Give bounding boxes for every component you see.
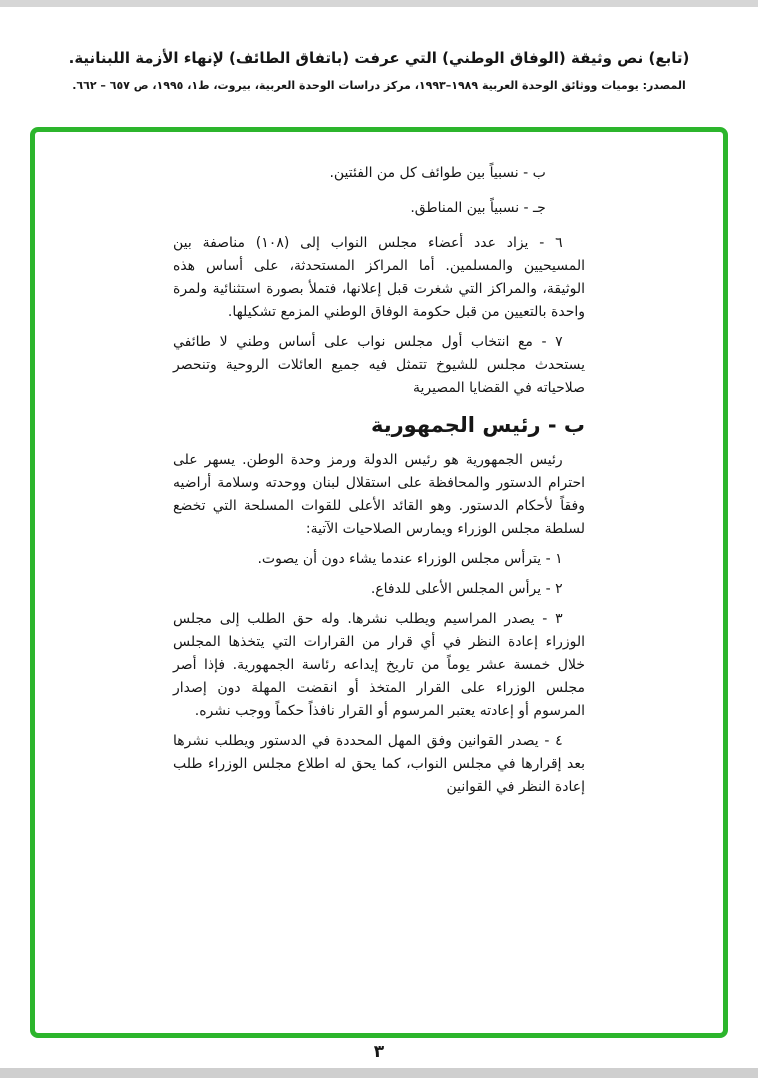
document-header	[0, 48, 758, 93]
list-item-j: جـ - نسبياً بين المناطق.	[410, 200, 546, 216]
clause-6: ٦ - يزاد عدد أعضاء مجلس النواب إلى (١٠٨) مناصفة بين المسيحيين والمسلمين. أما المراكز المستحدثة، على أساس هذه الوثيقة، والمراكز التي شغرت قبل إعلانها، فتملأ بصورة استثنائية ولمرة واحدة بالتعيين من قبل حكومة الوفاق الوطني المزمع تشكيلها.	[173, 235, 585, 320]
scan-edge-top	[0, 0, 758, 7]
president-point-2: ٢ - يرأس المجلس الأعلى للدفاع.	[370, 581, 563, 597]
clause-7: ٧ - مع انتخاب أول مجلس نواب على أساس وطني لا طائفي يستحدث مجلس للشيوخ تتمثل فيه جميع العائلات الروحية وتنحصر صلاحياته في القضايا المصيرية	[173, 334, 585, 396]
president-point-3: ٣ - يصدر المراسيم ويطلب نشرها. وله حق الطلب إلى مجلس الوزراء إعادة النظر في أي قرار من القرارات التي يتخذها المجلس خلال خمسة عشر يوماً من تاريخ إيداعه رئاسة الجمهورية. فإذا أصر مجلس الوزراء على القرار المتخذ أو انقضت المهلة دون إصدار المرسوم أو إعادته يعتبر المرسوم أو القرار نافذاً حكماً ووجب نشره.	[173, 611, 585, 719]
document-source-line: المصدر: يوميات ووثائق الوحدة العربية ١٩٨٩–١٩٩٣، مركز دراسات الوحدة العربية، بيروت، ط١، ١٩٩٥، ص ٦٥٧ – ٦٦٢.	[72, 79, 686, 92]
president-point-4: ٤ - يصدر القوانين وفق المهل المحددة في الدستور ويطلب نشرها بعد إقرارها في مجلس النواب، كما يحق له اطلاع مجلس الوزراء طلب إعادة النظر في القوانين	[173, 733, 585, 795]
president-point-1: ١ - يترأس مجلس الوزراء عندما يشاء دون أن يصوت.	[257, 551, 563, 567]
section-heading-president: ب - رئيس الجمهورية	[370, 413, 585, 437]
list-item-b: ب - نسبياً بين طوائف كل من الفئتين.	[329, 165, 546, 181]
president-intro: رئيس الجمهورية هو رئيس الدولة ورمز وحدة الوطن. يسهر على احترام الدستور والمحافظة على استقلال لبنان ووحدته وسلامة أراضيه وفقاً لأحكام الدستور. وهو القائد الأعلى للقوات المسلحة التي تخضع لسلطة مجلس الوزراء ويمارس الصلاحيات الآتية:	[173, 452, 585, 537]
document-title: (تابع) نص وثيقة (الوفاق الوطني) التي عرفت (باتفاق الطائف) لإنهاء الأزمة اللبنانية.	[68, 49, 690, 67]
scan-edge-bottom	[0, 1068, 758, 1078]
scanned-page-frame	[30, 127, 728, 1038]
page-number: ٣	[373, 1042, 385, 1062]
document-body	[173, 162, 585, 799]
